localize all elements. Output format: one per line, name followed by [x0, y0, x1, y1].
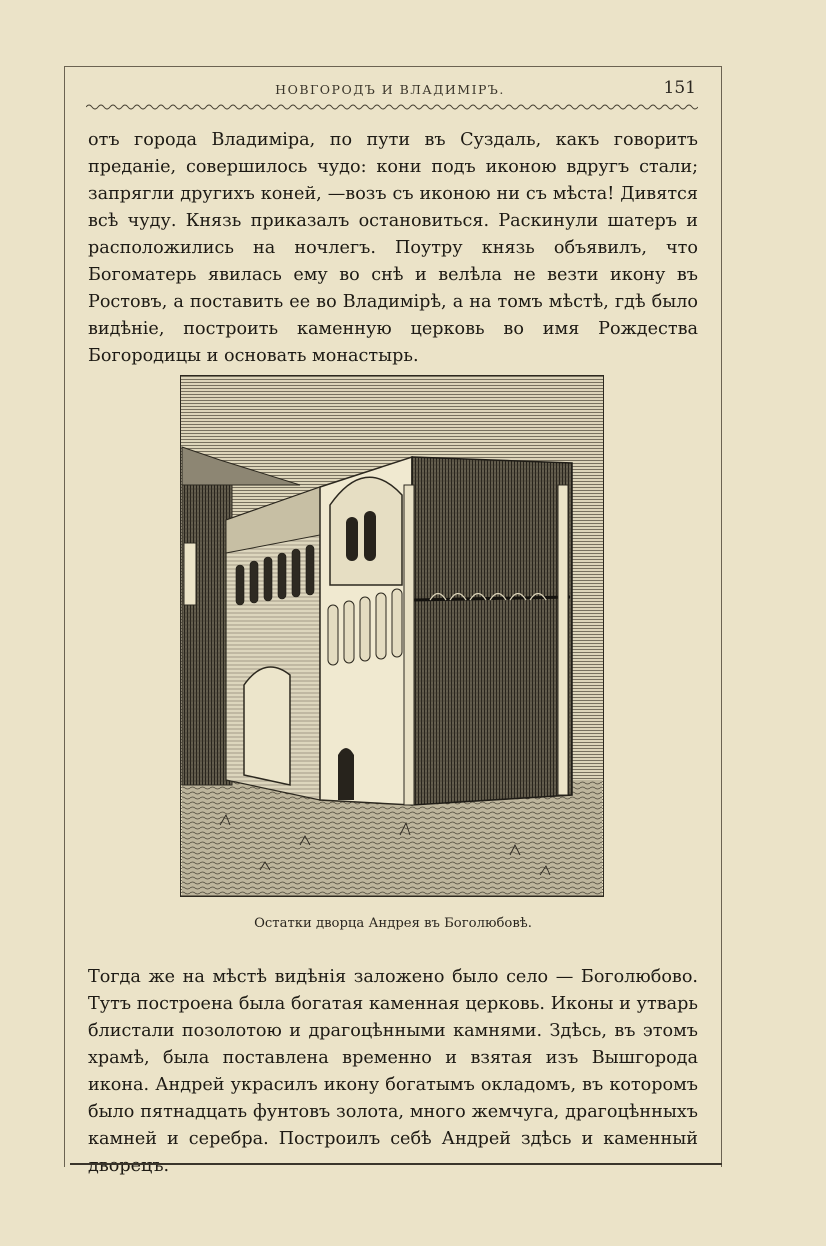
body-paragraph-1: отъ города Владиміра, по пути въ Суздаль, какъ говоритъ преданіе, совершилось чудо: кони подъ иконою вдругъ стали; запрягли другихъ коней, —возъ съ иконою ни съ мѣста! Дивятся всѣ чуду. Князь приказалъ остановиться. Раскинули шатеръ и расположились на ночлегъ. Поутру князь объявилъ, что Богоматерь явилась ему во снѣ и велѣла не везти икону въ Ростовъ, а поставить ее во Владимірѣ, а на томъ мѣстѣ, гдѣ было видѣніе, построить каменную церковь во имя Рождества Богородицы и основать монастырь. [88, 130, 698, 366]
body-paragraph-2: Тогда же на мѣстѣ видѣнія заложено было село — Боголюбово. Тутъ построена была богатая каменная церковь. Иконы и утварь блистали позолотою и драгоцѣнными камнями. Здѣсь, въ этомъ храмѣ, была поставлена временно и взятая изъ Вышгорода икона. Андрей украсилъ икону богатымъ окладомъ, въ которомъ было пятнадцать фунтовъ золота, много жемчуга, драгоцѣнныхъ камней и серебра. Построилъ себѣ Андрей здѣсь и каменный дворецъ. [88, 967, 698, 1176]
palace-ruins-engraving [180, 375, 604, 897]
illustration-caption: Остатки дворца Андрея въ Боголюбовѣ. [254, 916, 532, 931]
page-number: 151 [663, 78, 696, 98]
header-ornament-rule [86, 103, 698, 111]
running-title: НОВГОРОДЪ И ВЛАДИМІРЪ. [275, 82, 505, 97]
bottom-rule [70, 1163, 722, 1165]
